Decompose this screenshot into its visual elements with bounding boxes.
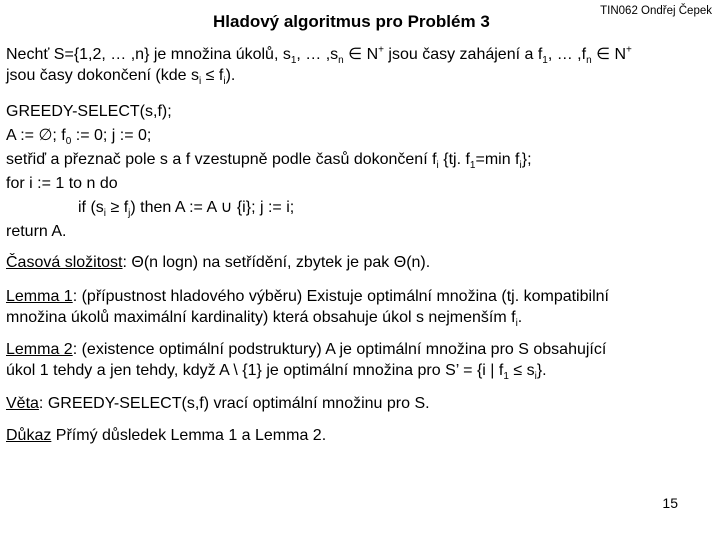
algo-line-1: GREEDY-SELECT(s,f);: [6, 103, 172, 120]
intro-paragraph: [6, 44, 632, 86]
lemma2-block: Lemma 2: (existence optimální podstruktury) A je optimální množina pro S obsahující úkol 1 tehdy a jen tehdy, když A \ {1} je optimální množina pro S’ = {i | $f_1 \le s_i$}.: [6, 341, 607, 383]
author-label: TIN062 Ondřej Čepek: [600, 5, 712, 17]
theorem-label: Věta: [6, 395, 39, 412]
intro-line-2: jsou časy dokončení (kde $s_i \le f_i$).: [6, 67, 236, 88]
proof-label: Důkaz: [6, 427, 52, 444]
complexity-label: Časová složitost: [6, 254, 123, 271]
complexity-line: Časová složitost: Θ(n logn) na setřídění, zbytek je pak Θ(n).: [6, 254, 431, 271]
proof-line: Důkaz Přímý důsledek Lemma 1 a Lemma 2.: [6, 427, 327, 444]
intro-line-1: Nechť S={1,2, … ,n} je množina úkolů, $s_1$, … $,s_n$ ∈ N+ jsou časy zahájení a $f_1$, … $,f_n$ ∈ N+: [6, 44, 632, 67]
lemma2-label: Lemma 2: [6, 341, 73, 358]
algo-line-5: if $(s_i \ge f_j)$ then A := A ∪ {i}; j := i;: [78, 199, 295, 220]
page-number: 15: [662, 495, 678, 511]
theorem-line: Věta: GREEDY-SELECT(s,f) vrací optimální množinu pro S.: [6, 395, 430, 412]
algo-line-6: return A.: [6, 223, 67, 240]
algo-line-4: for i := 1 to n do: [6, 175, 118, 192]
lemma1-label: Lemma 1: [6, 288, 73, 305]
algo-line-2: A := ∅; $f_0$ := 0; j := 0;: [6, 127, 152, 148]
algo-line-3: setřiď a přeznač pole s a f vzestupně podle časů dokončení $f_i$ {tj. $f_1=\min$ $f_i$};: [6, 151, 532, 172]
lemma1-block: Lemma 1: (přípustnost hladového výběru) Existuje optimální množina (tj. kompatibilní množina úkolů maximální kardinality) která obsahuje úkol s nejmenším $f_i$.: [6, 288, 609, 330]
algorithm-block: [6, 100, 532, 244]
